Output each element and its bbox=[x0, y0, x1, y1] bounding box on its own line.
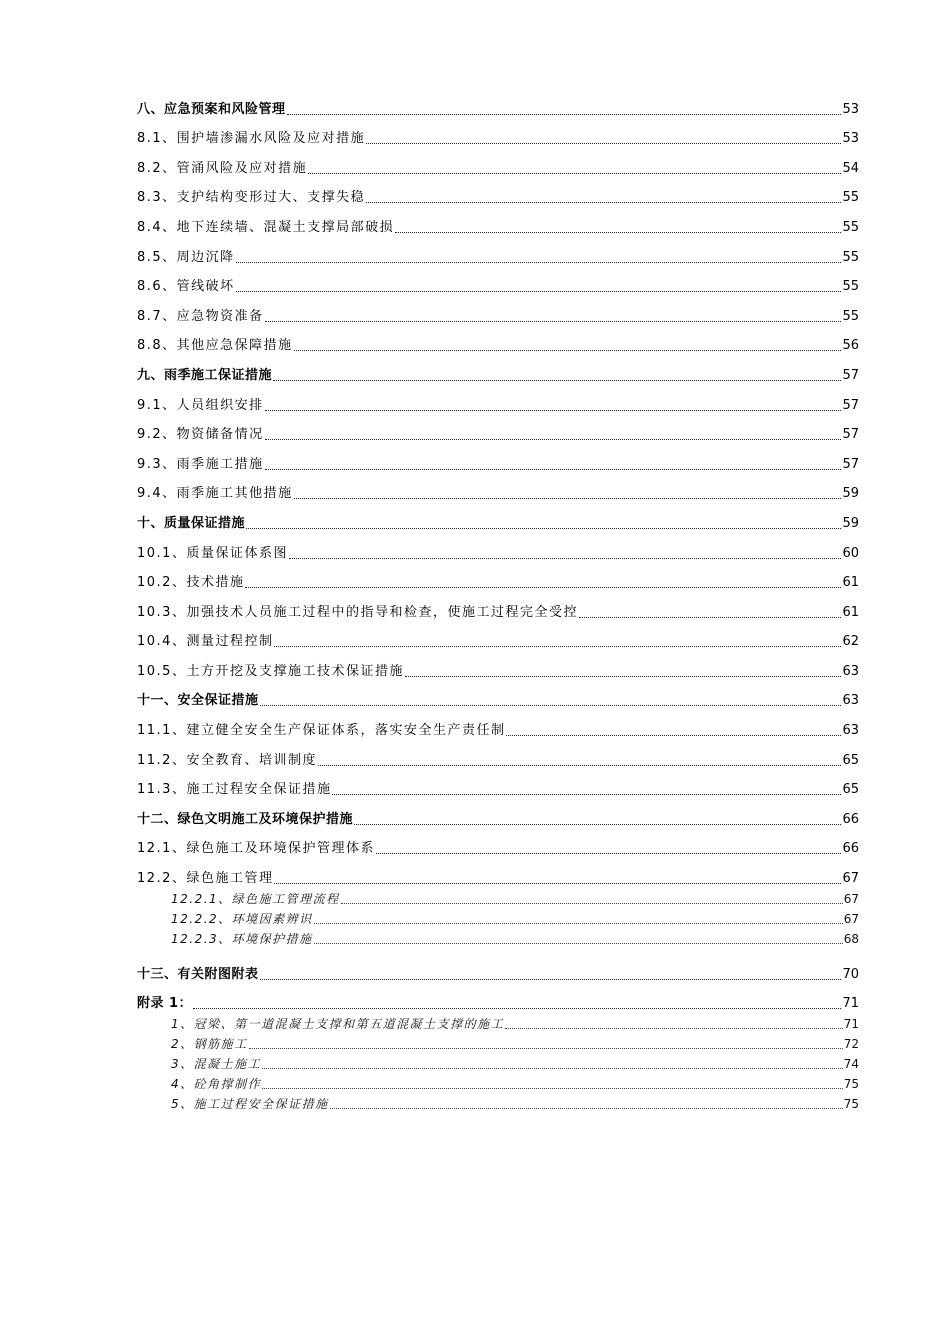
dot-leader bbox=[265, 410, 842, 411]
toc-section-entry[interactable] bbox=[137, 857, 859, 887]
toc-subsection-entry[interactable] bbox=[137, 1072, 859, 1092]
toc-entry-title: 9.3、雨季施工措施 bbox=[137, 456, 264, 472]
dot-leader bbox=[287, 114, 842, 115]
toc-entry-page-number: 55 bbox=[842, 308, 859, 324]
toc-entry-page-number: 57 bbox=[842, 397, 859, 413]
toc-chapter-entry[interactable] bbox=[137, 798, 859, 828]
dot-leader bbox=[314, 943, 843, 944]
toc-entry-title: 10.3、加强技术人员施工过程中的指导和检查，使施工过程完全受控 bbox=[137, 604, 578, 620]
dot-leader bbox=[318, 765, 842, 766]
toc-entry-title: 4、砼角撑制作 bbox=[171, 1077, 262, 1092]
toc-section-entry[interactable] bbox=[137, 591, 859, 621]
toc-entry-page-number: 57 bbox=[842, 367, 859, 383]
toc-entry-page-number: 60 bbox=[842, 545, 859, 561]
toc-entry-page-number: 62 bbox=[842, 634, 859, 650]
toc-section-entry[interactable] bbox=[137, 709, 859, 739]
toc-entry-title: 12.2.3、环境保护措施 bbox=[171, 932, 313, 947]
toc-entry-title: 11.1、建立健全安全生产保证体系，落实安全生产责任制 bbox=[137, 723, 506, 739]
dot-leader bbox=[376, 853, 842, 854]
dot-leader bbox=[294, 498, 842, 499]
dot-leader bbox=[260, 979, 842, 980]
toc-entry-page-number: 59 bbox=[842, 515, 859, 531]
toc-chapter-entry[interactable] bbox=[137, 88, 859, 118]
toc-entry-title: 附录 1： bbox=[137, 996, 193, 1012]
dot-leader bbox=[193, 1008, 841, 1009]
toc-entry-title: 12.2、绿色施工管理 bbox=[137, 871, 274, 887]
dot-leader bbox=[262, 1068, 843, 1069]
toc-entry-page-number: 67 bbox=[843, 892, 859, 907]
toc-entry-page-number: 71 bbox=[842, 996, 859, 1012]
toc-entry-page-number: 67 bbox=[842, 871, 859, 887]
toc-entry-title: 8.5、周边沉降 bbox=[137, 249, 235, 265]
dot-leader bbox=[330, 1108, 843, 1109]
toc-entry-page-number: 63 bbox=[842, 663, 859, 679]
dot-leader bbox=[260, 705, 842, 706]
toc-entry-page-number: 70 bbox=[842, 966, 859, 982]
toc-entry-title: 8.7、应急物资准备 bbox=[137, 308, 264, 324]
toc-entry-page-number: 59 bbox=[842, 486, 859, 502]
toc-chapter-entry[interactable] bbox=[137, 953, 859, 983]
toc-section-entry[interactable] bbox=[137, 295, 859, 325]
toc-entry-page-number: 61 bbox=[842, 604, 859, 620]
dot-leader bbox=[245, 587, 841, 588]
toc-entry-title: 8.1、围护墙渗漏水风险及应对措施 bbox=[137, 131, 366, 147]
toc-entry-title: 1、冠梁、第一道混凝土支撑和第五道混凝土支撑的施工 bbox=[171, 1017, 505, 1032]
toc-chapter-entry[interactable] bbox=[137, 502, 859, 532]
toc-section-entry[interactable] bbox=[137, 414, 859, 444]
toc-entry-title: 10.5、土方开挖及支撑施工技术保证措施 bbox=[137, 663, 404, 679]
toc-section-entry[interactable] bbox=[137, 621, 859, 651]
toc-entry-title: 11.3、施工过程安全保证措施 bbox=[137, 782, 332, 798]
toc-chapter-entry[interactable] bbox=[137, 354, 859, 384]
toc-entry-page-number: 55 bbox=[842, 219, 859, 235]
dot-leader bbox=[274, 883, 841, 884]
toc-section-entry[interactable] bbox=[137, 739, 859, 769]
toc-entry-page-number: 75 bbox=[843, 1077, 859, 1092]
toc-section-entry[interactable] bbox=[137, 206, 859, 236]
toc-section-entry[interactable] bbox=[137, 650, 859, 680]
dot-leader bbox=[265, 469, 842, 470]
toc-entry-title: 九、雨季施工保证措施 bbox=[137, 367, 273, 383]
dot-leader bbox=[366, 143, 841, 144]
toc-section-entry[interactable] bbox=[137, 769, 859, 799]
toc-entry-page-number: 68 bbox=[843, 932, 859, 947]
dot-leader bbox=[262, 1088, 843, 1089]
toc-subsection-entry[interactable] bbox=[137, 1012, 859, 1032]
toc-entry-page-number: 65 bbox=[842, 752, 859, 768]
toc-entry-page-number: 55 bbox=[842, 249, 859, 265]
toc-entry-page-number: 71 bbox=[843, 1017, 859, 1032]
toc-entry-title: 8.3、支护结构变形过大、支撑失稳 bbox=[137, 190, 366, 206]
toc-section-entry[interactable] bbox=[137, 118, 859, 148]
toc-entry-title: 8.8、其他应急保障措施 bbox=[137, 338, 293, 354]
toc-entry-page-number: 63 bbox=[842, 693, 859, 709]
dot-leader bbox=[341, 903, 843, 904]
toc-entry-title: 8.4、地下连续墙、混凝土支撑局部破损 bbox=[137, 219, 395, 235]
toc-entry-page-number: 66 bbox=[842, 811, 859, 827]
dot-leader bbox=[505, 1028, 843, 1029]
dot-leader bbox=[294, 350, 842, 351]
dot-leader bbox=[249, 1048, 843, 1049]
dot-leader bbox=[579, 617, 842, 618]
toc-entry-page-number: 67 bbox=[843, 912, 859, 927]
toc-entry-page-number: 75 bbox=[843, 1097, 859, 1112]
toc-chapter-entry[interactable] bbox=[137, 983, 859, 1013]
dot-leader bbox=[274, 646, 841, 647]
toc-chapter-entry[interactable] bbox=[137, 680, 859, 710]
dot-leader bbox=[395, 232, 841, 233]
toc-entry-page-number: 63 bbox=[842, 723, 859, 739]
toc-entry-title: 2、钢筋施工 bbox=[171, 1037, 248, 1052]
toc-entry-title: 八、应急预案和风险管理 bbox=[137, 101, 286, 117]
dot-leader bbox=[246, 528, 841, 529]
dot-leader bbox=[354, 824, 841, 825]
toc-subsection-entry[interactable] bbox=[137, 887, 859, 907]
table-of-contents bbox=[137, 88, 859, 1112]
dot-leader bbox=[236, 262, 842, 263]
toc-entry-page-number: 65 bbox=[842, 782, 859, 798]
dot-leader bbox=[273, 380, 841, 381]
toc-entry-page-number: 55 bbox=[842, 279, 859, 295]
dot-leader bbox=[308, 173, 841, 174]
toc-entry-page-number: 61 bbox=[842, 575, 859, 591]
toc-entry-title: 5、施工过程安全保证措施 bbox=[171, 1097, 329, 1112]
toc-entry-title: 9.2、物资储备情况 bbox=[137, 427, 264, 443]
toc-subsection-entry[interactable] bbox=[137, 1052, 859, 1072]
toc-section-entry[interactable] bbox=[137, 177, 859, 207]
toc-entry-page-number: 57 bbox=[842, 427, 859, 443]
dot-leader bbox=[405, 676, 842, 677]
toc-section-entry[interactable] bbox=[137, 443, 859, 473]
toc-subsection-entry[interactable] bbox=[137, 1032, 859, 1052]
toc-section-entry[interactable] bbox=[137, 236, 859, 266]
toc-entry-title: 12.2.2、环境因素辨识 bbox=[171, 912, 313, 927]
toc-entry-title: 11.2、安全教育、培训制度 bbox=[137, 752, 317, 768]
toc-entry-title: 10.1、质量保证体系图 bbox=[137, 545, 288, 561]
toc-entry-title: 9.1、人员组织安排 bbox=[137, 397, 264, 413]
toc-entry-title: 12.2.1、绿色施工管理流程 bbox=[171, 892, 340, 907]
dot-leader bbox=[236, 291, 842, 292]
toc-section-entry[interactable] bbox=[137, 266, 859, 296]
toc-section-entry[interactable] bbox=[137, 473, 859, 503]
toc-entry-title: 9.4、雨季施工其他措施 bbox=[137, 486, 293, 502]
toc-entry-title: 十二、绿色文明施工及环境保护措施 bbox=[137, 811, 354, 827]
toc-section-entry[interactable] bbox=[137, 384, 859, 414]
toc-entry-page-number: 53 bbox=[842, 101, 859, 117]
toc-entry-title: 十、质量保证措施 bbox=[137, 515, 246, 531]
toc-entry-page-number: 57 bbox=[842, 456, 859, 472]
toc-subsection-entry[interactable] bbox=[137, 1092, 859, 1112]
toc-section-entry[interactable] bbox=[137, 325, 859, 355]
toc-section-entry[interactable] bbox=[137, 562, 859, 592]
dot-leader bbox=[289, 558, 842, 559]
toc-entry-page-number: 72 bbox=[843, 1037, 859, 1052]
dot-leader bbox=[506, 735, 841, 736]
dot-leader bbox=[314, 923, 843, 924]
toc-section-entry[interactable] bbox=[137, 532, 859, 562]
toc-section-entry[interactable] bbox=[137, 828, 859, 858]
dot-leader bbox=[366, 202, 841, 203]
dot-leader bbox=[265, 439, 842, 440]
toc-entry-page-number: 74 bbox=[843, 1057, 859, 1072]
toc-entry-title: 十一、安全保证措施 bbox=[137, 693, 259, 709]
toc-entry-title: 十三、有关附图附表 bbox=[137, 966, 259, 982]
toc-entry-title: 10.2、技术措施 bbox=[137, 575, 245, 591]
toc-entry-title: 12.1、绿色施工及环境保护管理体系 bbox=[137, 841, 375, 857]
toc-section-entry[interactable] bbox=[137, 147, 859, 177]
toc-entry-page-number: 56 bbox=[842, 338, 859, 354]
toc-entry-page-number: 53 bbox=[842, 131, 859, 147]
toc-entry-page-number: 66 bbox=[842, 841, 859, 857]
toc-entry-title: 10.4、测量过程控制 bbox=[137, 634, 274, 650]
toc-entry-page-number: 54 bbox=[842, 160, 859, 176]
dot-leader bbox=[332, 794, 841, 795]
toc-entry-title: 8.6、管线破坏 bbox=[137, 279, 235, 295]
toc-entry-title: 8.2、管涌风险及应对措施 bbox=[137, 160, 308, 176]
dot-leader bbox=[265, 321, 842, 322]
toc-subsection-entry[interactable] bbox=[137, 927, 859, 947]
toc-entry-title: 3、混凝土施工 bbox=[171, 1057, 262, 1072]
toc-subsection-entry[interactable] bbox=[137, 907, 859, 927]
toc-entry-page-number: 55 bbox=[842, 190, 859, 206]
